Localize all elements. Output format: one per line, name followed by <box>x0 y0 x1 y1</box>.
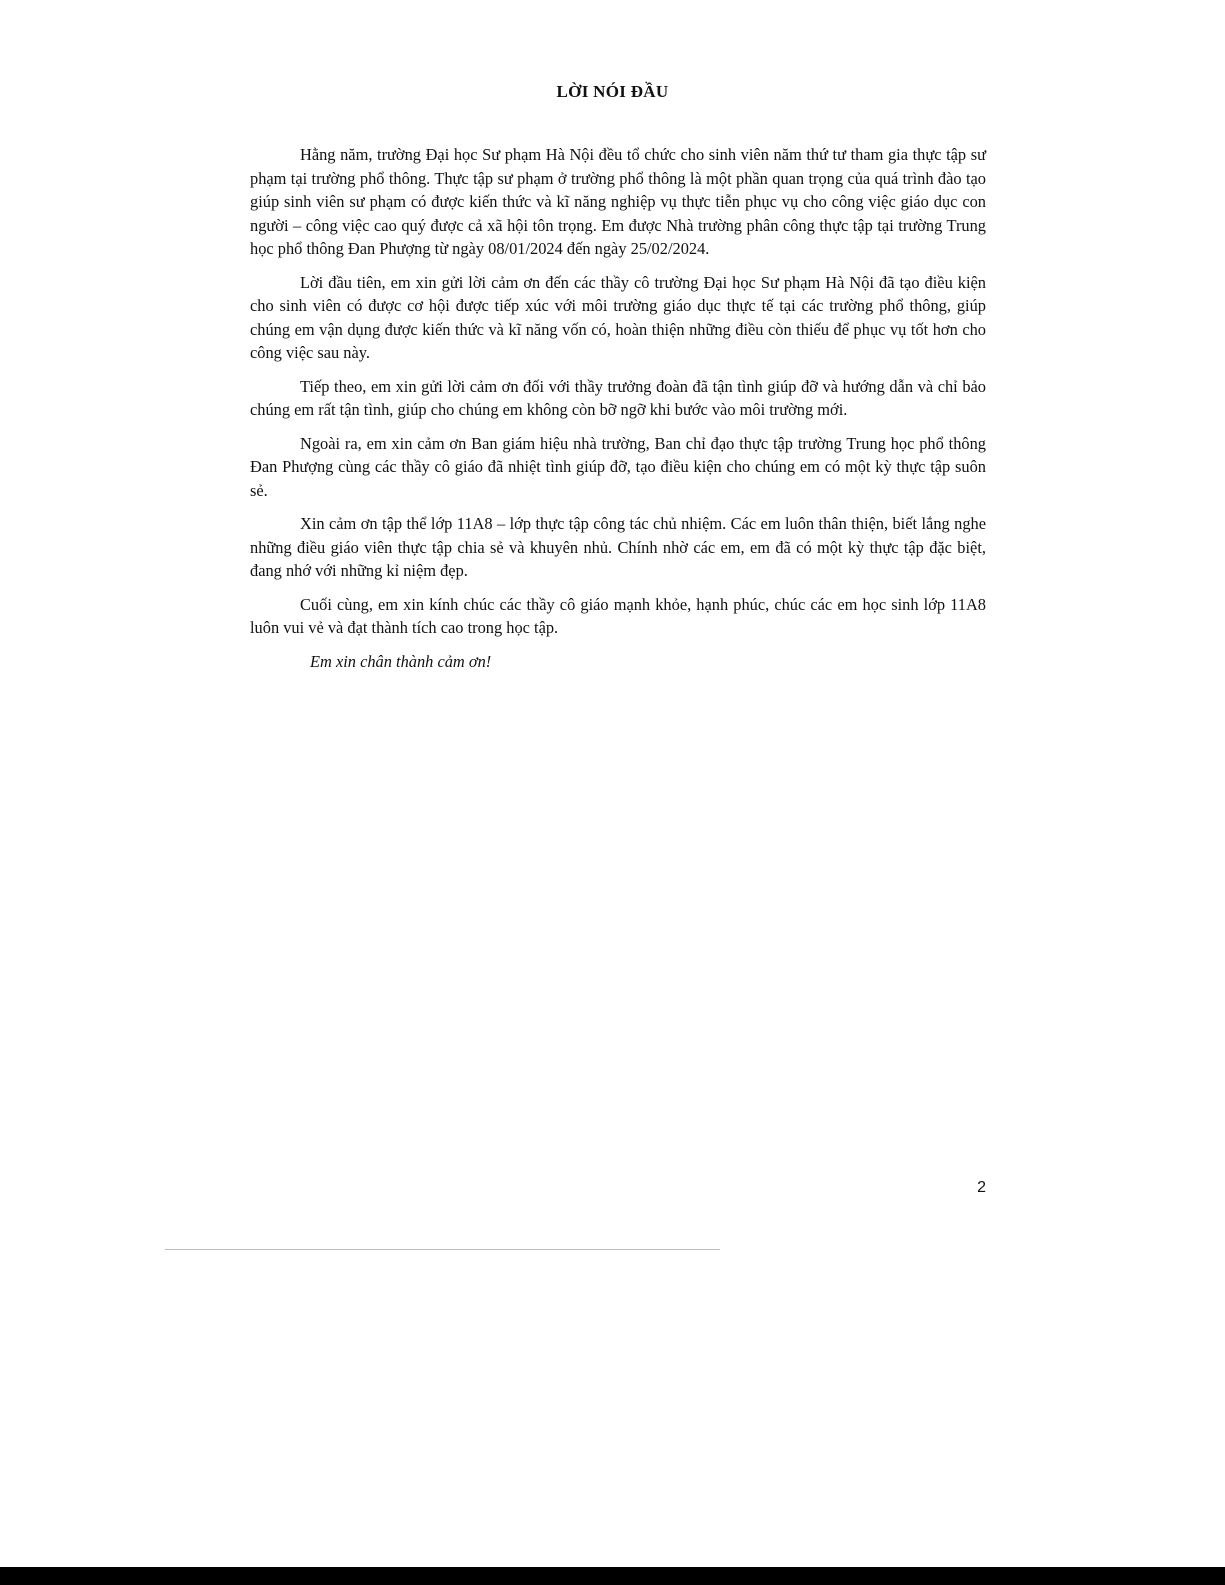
paragraph-thanks-school: Ngoài ra, em xin cảm ơn Ban giám hiệu nhà trường, Ban chỉ đạo thực tập trường Trung học phổ thông Đan Phượng cùng các thầy cô giáo đã nhiệt tình giúp đỡ, tạo điều kiện cho chúng em có một kỳ thực tập suôn sẻ. <box>250 433 986 500</box>
closing-line: Em xin chân thành cảm ơn! <box>310 651 492 671</box>
paragraph-thanks-class: Xin cảm ơn tập thể lớp 11A8 – lớp thực tập công tác chủ nhiệm. Các em luôn thân thiện, biết lắng nghe những điều giáo viên thực tập chia sẻ và khuyên nhủ. Chính nhờ các em, em đã có một kỳ thực tập đặc biệt, đang nhớ với những kỉ niệm đẹp. <box>250 514 986 580</box>
paragraph-wishes: Cuối cùng, em xin kính chúc các thầy cô giáo mạnh khỏe, hạnh phúc, chúc các em học sinh lớp 11A8 luôn vui vẻ và đạt thành tích cao trong học tập. <box>250 594 986 637</box>
page-title: LỜI NÓI ĐẦU <box>556 82 669 101</box>
page-number: 2 <box>977 1179 986 1196</box>
paragraph-intro: Hằng năm, trường Đại học Sư phạm Hà Nội đều tổ chức cho sinh viên năm thứ tư tham gia thực tập sư phạm tại trường phổ thông. Thực tập sư phạm ở trường phổ thông là một phần quan trọng của quá trình đào tạo giúp sinh viên sư phạm có được kiến thức và kĩ năng nghiệp vụ thực tiễn phục vụ cho công việc giáo dục con người – công việc cao quý được cả xã hội tôn trọng. Em được Nhà trường phân công thực tập tại trường Trung học phổ thông Đan Phượng từ ngày 08/01/2024 đến ngày 25/02/2024. <box>250 145 986 258</box>
footer-divider <box>165 1249 720 1250</box>
bottom-border <box>0 1567 1225 1585</box>
paragraph-thanks-leader: Tiếp theo, em xin gửi lời cảm ơn đối với thầy trưởng đoàn đã tận tình giúp đỡ và hướng dẫn và chỉ bảo chúng em rất tận tình, giúp cho chúng em không còn bỡ ngỡ khi bước vào môi trường mới. <box>250 376 986 419</box>
document-body <box>250 143 986 683</box>
paragraph-thanks-university: Lời đầu tiên, em xin gửi lời cảm ơn đến các thầy cô trường Đại học Sư phạm Hà Nội đã tạo điều kiện cho sinh viên có được cơ hội được tiếp xúc với môi trường giáo dục thực tế tại các trường phổ thông, giúp chúng em vận dụng được kiến thức và kĩ năng vốn có, hoàn thiện những điều còn thiếu để phục vụ tốt hơn cho công việc sau này. <box>250 272 986 362</box>
